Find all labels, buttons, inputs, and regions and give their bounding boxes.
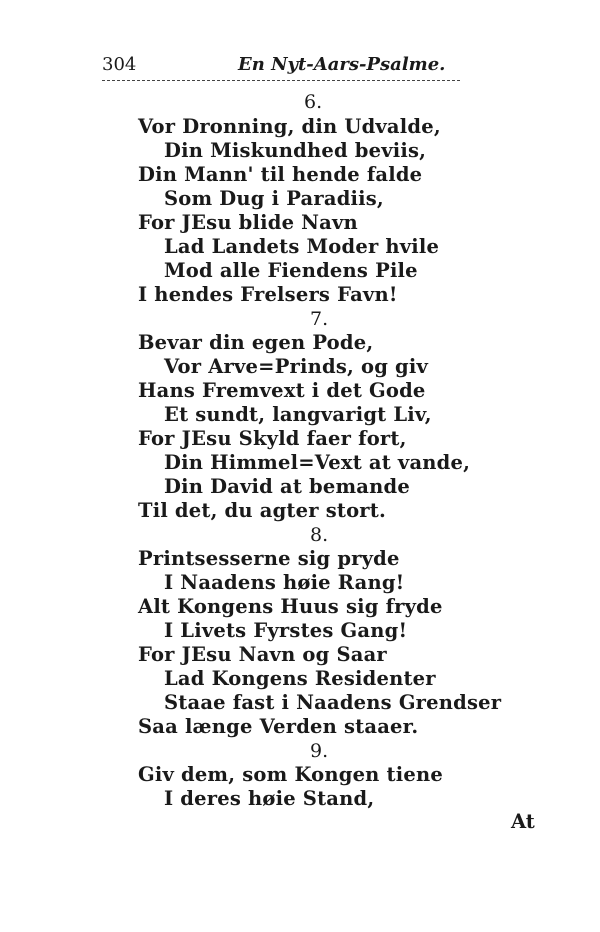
verse-line: Din Miskundhed beviis, (164, 139, 427, 162)
verse-line: Din David at bemande (164, 475, 410, 498)
verse-line: Vor Dronning, din Udvalde, (138, 115, 441, 138)
verse-line: I Naadens høie Rang! (164, 571, 405, 594)
verse-line: Lad Landets Moder hvile (164, 235, 440, 258)
stanza-number: 7. (310, 308, 329, 330)
verse-line: Som Dug i Paradiis, (164, 187, 384, 210)
verse-line: Et sundt, langvarigt Liv, (164, 403, 432, 426)
verse-line: Bevar din egen Pode, (138, 331, 374, 354)
verse-line: For JEsu blide Navn (138, 211, 358, 234)
catchword: At (511, 810, 535, 833)
running-header (102, 50, 460, 84)
verse-line: I Livets Fyrstes Gang! (164, 619, 408, 642)
verse-line: Staae fast i Naadens Grendser (164, 691, 502, 714)
verse-line: Vor Arve=Prinds, og giv (164, 355, 429, 378)
verse-line: I deres høie Stand, (164, 787, 375, 810)
verse-line: Lad Kongens Residenter (164, 667, 436, 690)
verse-line: Printsesserne sig pryde (138, 547, 400, 570)
verse-line: For JEsu Navn og Saar (138, 643, 387, 666)
verse-line: Alt Kongens Huus sig fryde (138, 595, 443, 618)
running-title: En Nyt-Aars-Psalme. (238, 54, 446, 75)
verse-line: Giv dem, som Kongen tiene (138, 763, 443, 786)
verse-line: Hans Fremvext i det Gode (138, 379, 426, 402)
verse-line: For JEsu Skyld faer fort, (138, 427, 407, 450)
page-number: 304 (102, 54, 137, 75)
verse-line: I hendes Frelsers Favn! (138, 283, 398, 306)
stanza-number: 9. (310, 740, 329, 762)
verse-line: Mod alle Fiendens Pile (164, 259, 418, 282)
stanza-number: 8. (310, 524, 329, 546)
stanza-number: 6. (304, 91, 323, 113)
verse-line: Din Mann' til hende falde (138, 163, 423, 186)
header-rule (102, 80, 460, 81)
verse-line: Din Himmel=Vext at vande, (164, 451, 471, 474)
verse-line: Til det, du agter stort. (138, 499, 386, 522)
verse-line: Saa længe Verden staaer. (138, 715, 419, 738)
